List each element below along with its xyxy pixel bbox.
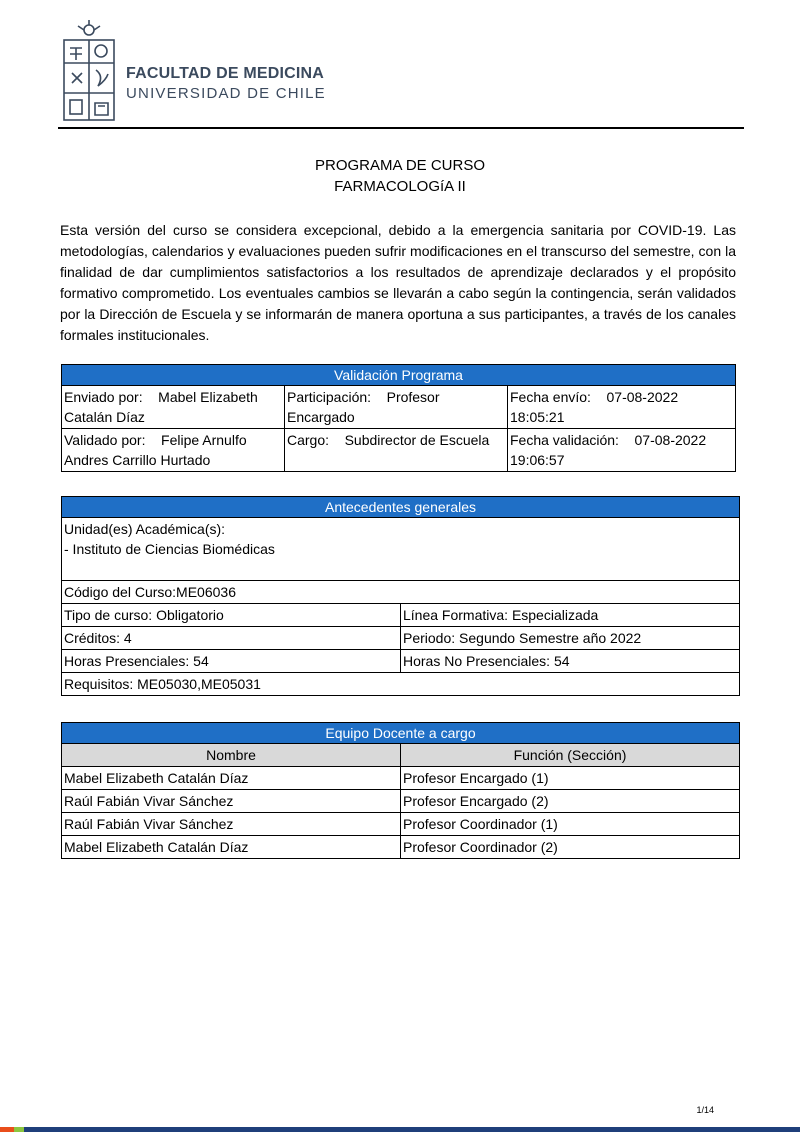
university-crest-icon xyxy=(58,18,120,126)
table-row xyxy=(62,790,740,813)
requirements-cell: Requisitos: ME05030,ME05031 xyxy=(62,673,740,696)
teaching-team-table xyxy=(61,722,740,859)
validation-table xyxy=(61,364,736,472)
validation-header: Validación Programa xyxy=(62,365,736,386)
table-row xyxy=(62,767,740,790)
background-header: Antecedentes generales xyxy=(62,497,740,518)
course-code-cell: Código del Curso:ME06036 xyxy=(62,581,740,604)
academic-units-label: Unidad(es) Académica(s): xyxy=(64,521,226,537)
sent-date-cell: Fecha envío: 07-08-2022 18:05:21 xyxy=(508,386,736,429)
teaching-team-header: Equipo Docente a cargo xyxy=(62,723,740,744)
teacher-role: Profesor Encargado (1) xyxy=(401,767,740,790)
credits-cell: Créditos: 4 xyxy=(62,627,401,650)
teacher-name: Mabel Elizabeth Catalán Díaz xyxy=(62,836,401,859)
footer-color-bar xyxy=(0,1127,800,1132)
intro-paragraph: Esta versión del curso se considera excepcional, debido a la emergencia sanitaria por COVID-19. Las metodologías, calendarios y evaluaciones pueden sufrir modificaciones en el transcurso del semestre, con la finalidad de dar cumplimientos satisfactorios a los resultados de aprendizaje declarados y el propósito formativo comprometido. Los eventuales cambios se llevarán a cabo según la contingencia, serán validados por la Dirección de Escuela y se informarán de manera oportuna a sus participantes, a través de los canales formales institucionales. xyxy=(60,222,736,343)
role-column-header: Función (Sección) xyxy=(401,744,740,767)
general-background-table xyxy=(61,496,740,696)
period-cell: Periodo: Segundo Semestre año 2022 xyxy=(401,627,740,650)
page-number: 1/14 xyxy=(696,1105,714,1115)
position-cell: Cargo: Subdirector de Escuela xyxy=(285,429,508,472)
logo-faculty-name: FACULTAD DE MEDICINA xyxy=(126,65,325,82)
name-column-header: Nombre xyxy=(62,744,401,767)
validation-date-cell: Fecha validación: 07-08-2022 19:06:57 xyxy=(508,429,736,472)
document-title xyxy=(0,155,800,197)
participation-cell: Participación: Profesor Encargado xyxy=(285,386,508,429)
non-in-person-hours-cell: Horas No Presenciales: 54 xyxy=(401,650,740,673)
table-row xyxy=(62,836,740,859)
validated-by-cell: Validado por: Felipe Arnulfo Andres Carrillo Hurtado xyxy=(62,429,285,472)
title-line-2: FARMACOLOGíA II xyxy=(334,178,466,195)
formative-line-cell: Línea Formativa: Especializada xyxy=(401,604,740,627)
teacher-name: Raúl Fabián Vivar Sánchez xyxy=(62,790,401,813)
title-line-1: PROGRAMA DE CURSO xyxy=(314,157,486,174)
course-type-cell: Tipo de curso: Obligatorio xyxy=(62,604,401,627)
academic-units-cell xyxy=(62,518,740,581)
teacher-name: Mabel Elizabeth Catalán Díaz xyxy=(62,767,401,790)
teacher-role: Profesor Coordinador (2) xyxy=(401,836,740,859)
teacher-role: Profesor Coordinador (1) xyxy=(401,813,740,836)
table-row xyxy=(62,813,740,836)
teacher-role: Profesor Encargado (2) xyxy=(401,790,740,813)
academic-units-value: - Instituto de Ciencias Biomédicas xyxy=(64,541,275,557)
logo-university-name: UNIVERSIDAD DE CHILE xyxy=(126,85,326,102)
header-divider xyxy=(58,127,744,129)
sent-by-cell: Enviado por: Mabel Elizabeth Catalán Díaz xyxy=(62,386,285,429)
teacher-name: Raúl Fabián Vivar Sánchez xyxy=(62,813,401,836)
faculty-logo xyxy=(58,18,326,126)
in-person-hours-cell: Horas Presenciales: 54 xyxy=(62,650,401,673)
